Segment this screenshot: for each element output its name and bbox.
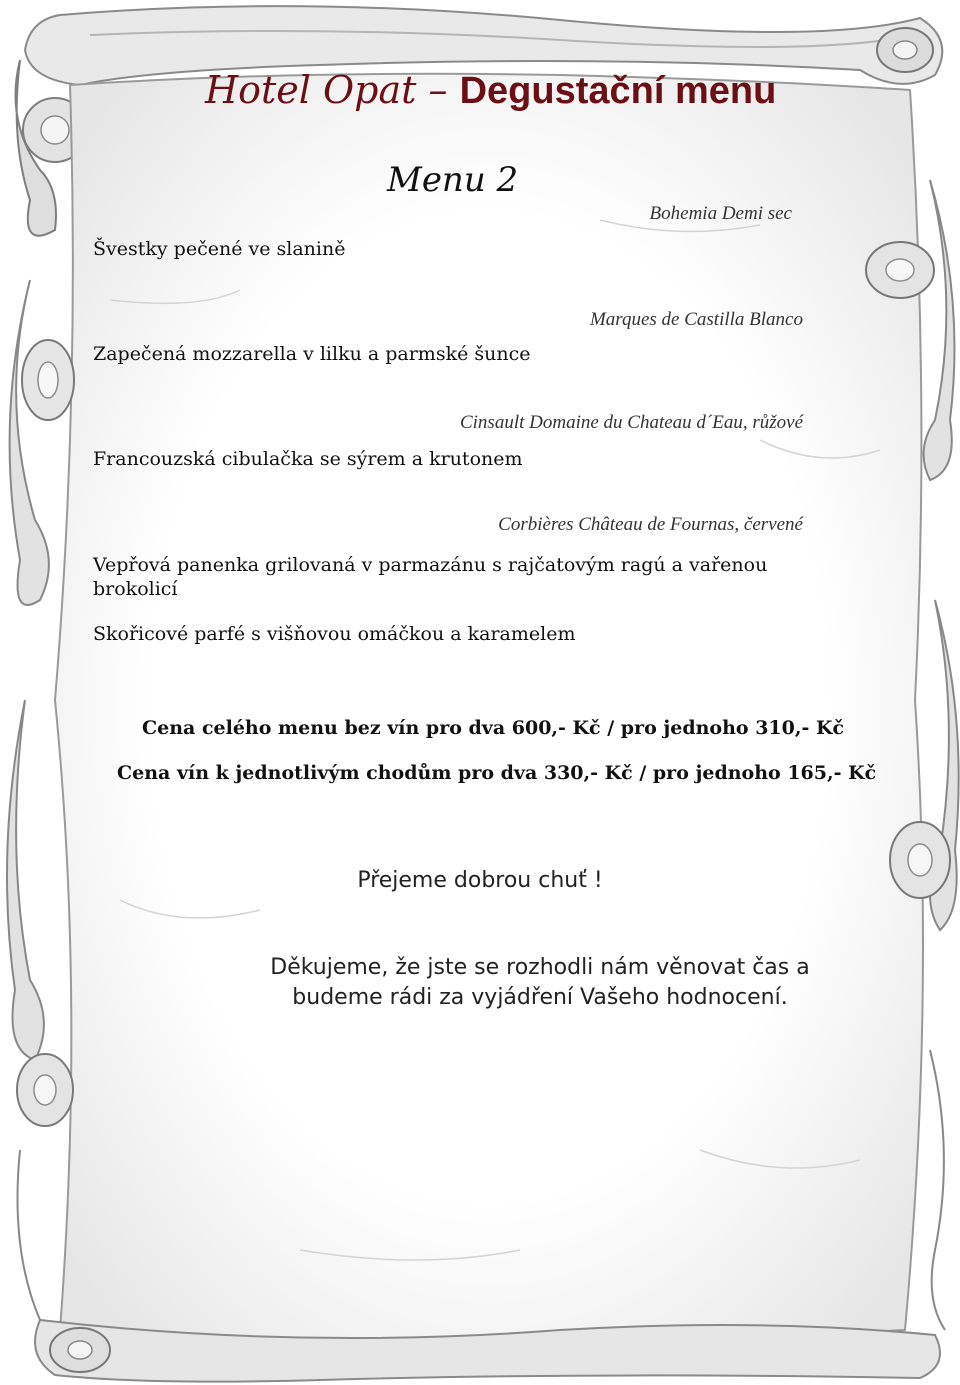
dish-1: Švestky pečené ve slanině (93, 238, 346, 260)
wine-price: Cena vín k jednotlivým chodům pro dva 330,- Kč / pro jednoho 165,- Kč (117, 762, 877, 784)
menu-name: Menu 2 (387, 160, 519, 200)
page-title (205, 60, 776, 121)
greeting: Přejeme dobrou chuť ! (357, 868, 603, 893)
dish-4: Vepřová panenka grilovaná v parmazánu s rajčatovým ragú a vařenou brokolicí (93, 554, 768, 600)
dish-2: Zapečená mozzarella v lilku a parmské šunce (93, 343, 531, 365)
menu-price: Cena celého menu bez vín pro dva 600,- Kč / pro jednoho 310,- Kč (142, 717, 845, 739)
wine-pairing-4: Corbières Château de Fournas, červené (498, 514, 803, 535)
hotel-name: Hotel Opat – (205, 68, 448, 112)
dish-3: Francouzská cibulačka se sýrem a krutonem (93, 448, 523, 470)
wine-pairing-2: Marques de Castilla Blanco (589, 309, 803, 330)
wine-pairing-3: Cinsault Domaine du Chateau d´Eau, růžové (459, 412, 803, 433)
thanks-line-2: budeme rádi za vyjádření Vašeho hodnocení. (292, 985, 788, 1010)
thanks-line-1: Děkujeme, že jste se rozhodli nám věnovat čas a (270, 955, 810, 980)
dish-5: Skořicové parfé s višňovou omáčkou a karamelem (93, 623, 576, 645)
wine-pairing-1: Bohemia Demi sec (649, 203, 792, 224)
title-degustation: Degustační menu (459, 70, 777, 112)
